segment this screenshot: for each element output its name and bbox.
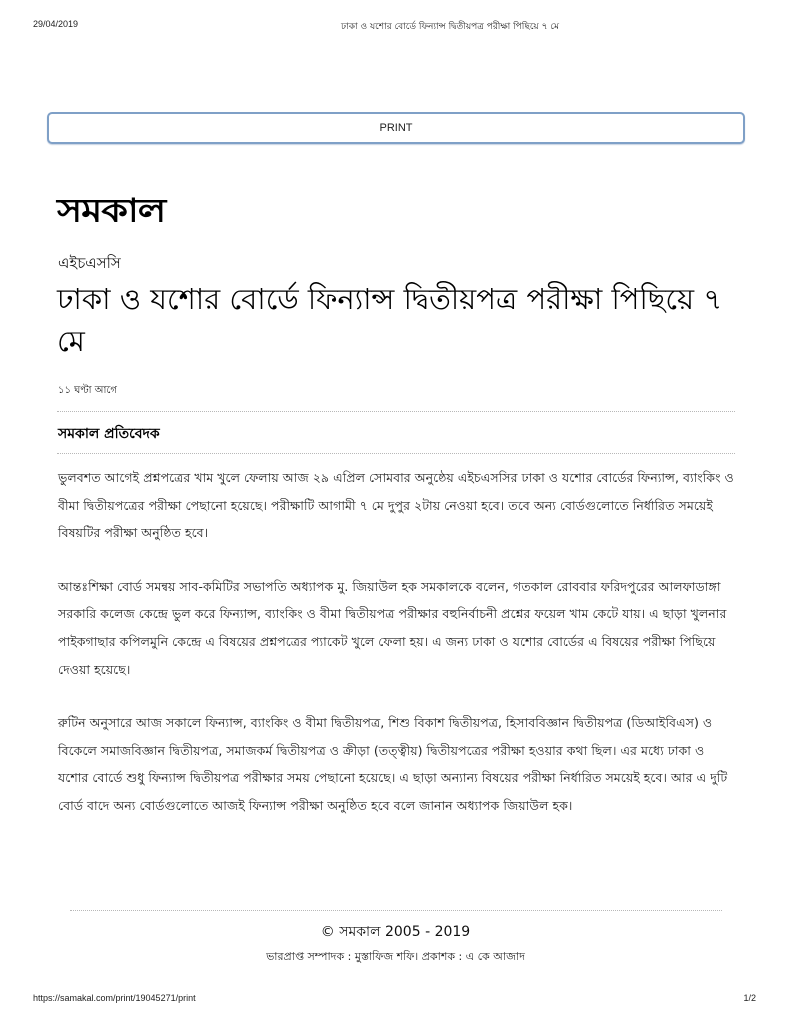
pdf-header-date: 29/04/2019 <box>33 19 79 29</box>
separator-bottom <box>57 453 735 454</box>
article-author: সমকাল প্রতিবেদক <box>58 426 160 442</box>
article-paragraph: ভুলবশত আগেই প্রশ্নপত্রের খাম খুলে ফেলায় আজ ২৯ এপ্রিল সোমবার অনুষ্ঠেয় এইচএসসির ঢাকা ও যশোর বোর্ডের ফিন্যান্স, ব্যাংকিং ও বীমা দ্বিতীয়পত্রের পরীক্ষা পেছানো হয়েছে। পরীক্ষাটি আগামী ৭ মে দুপুর ২টায় নেওয়া হবে। তবে অন্য বোর্ডগুলোতে নির্ধারিত সময়েই বিষয়টির পরীক্ষা অনুষ্ঠিত হবে। <box>58 470 734 541</box>
pdf-footer-url: https://samakal.com/print/19045271/print <box>33 993 196 1003</box>
footer-copyright: © সমকাল 2005 - 2019 <box>320 924 471 940</box>
article-category: এইচএসসি <box>58 254 121 272</box>
separator-top <box>57 411 735 412</box>
article-body <box>58 464 738 846</box>
article-paragraph: রুটিন অনুসারে আজ সকালে ফিন্যান্স, ব্যাংকিং ও বীমা দ্বিতীয়পত্র, শিশু বিকাশ দ্বিতীয়পত্র, হিসাববিজ্ঞান দ্বিতীয়পত্র (ডিআইবিএস) ও বিকেলে সমাজবিজ্ঞান দ্বিতীয়পত্র, সমাজকর্ম দ্বিতীয়পত্র ও ক্রীড়া (তত্ত্বীয়) দ্বিতীয়পত্রের পরীক্ষা হওয়ার কথা ছিল। এর মধ্যে ঢাকা ও যশোর বোর্ডে শুধু ফিন্যান্স দ্বিতীয়পত্র পরীক্ষার সময় পেছানো হয়েছে। এ ছাড়া অন্যান্য বিষয়ের পরীক্ষা নির্ধারিত সময়েই হবে। আর এ দুটি বোর্ড বাদে অন্য বোর্ডগুলোতে আজই ফিন্যান্স পরীক্ষা অনুষ্ঠিত হবে বলে জানান অধ্যাপক জিয়াউল হক। <box>58 715 728 813</box>
pdf-footer-page-number: 1/2 <box>743 993 756 1003</box>
pdf-header-title: ঢাকা ও যশোর বোর্ডে ফিন্যান্স দ্বিতীয়পত্র পরীক্ষা পিছিয়ে ৭ মে <box>341 22 559 32</box>
article-headline: ঢাকা ও যশোর বোর্ডে ফিন্যান্স দ্বিতীয়পত্র পরীক্ষা পিছিয়ে ৭ মে <box>57 282 723 358</box>
footer-separator <box>70 910 722 911</box>
print-button-label: PRINT <box>379 122 413 134</box>
samakal-logo: সমকাল <box>57 190 166 230</box>
article-time-ago: ১১ ঘণ্টা আগে <box>58 385 117 396</box>
print-button[interactable] <box>47 112 745 144</box>
footer-editor-line: ভারপ্রাপ্ত সম্পাদক : মুস্তাফিজ শফি। প্রকাশক : এ কে আজাদ <box>266 950 525 963</box>
article-paragraph: আন্তঃশিক্ষা বোর্ড সমন্বয় সাব-কমিটির সভাপতি অধ্যাপক মু. জিয়াউল হক সমকালকে বলেন, গতকাল রোববার ফরিদপুরের আলফাডাঙ্গা সরকারি কলেজ কেন্দ্রে ভুল করে ফিন্যান্স, ব্যাংকিং ও বীমা দ্বিতীয়পত্র পরীক্ষার বহুনির্বাচনী প্রশ্নের ফয়েল খাম কেটে যায়। এ ছাড়া খুলনার পাইকগাছার কপিলমুনি কেন্দ্রে এ বিষয়ের প্রশ্নপত্রের প্যাকেট খুলে ফেলা হয়। এ জন্য ঢাকা ও যশোর বোর্ডের এ বিষয়ের পরীক্ষা পিছিয়ে দেওয়া হয়েছে। <box>58 578 727 677</box>
